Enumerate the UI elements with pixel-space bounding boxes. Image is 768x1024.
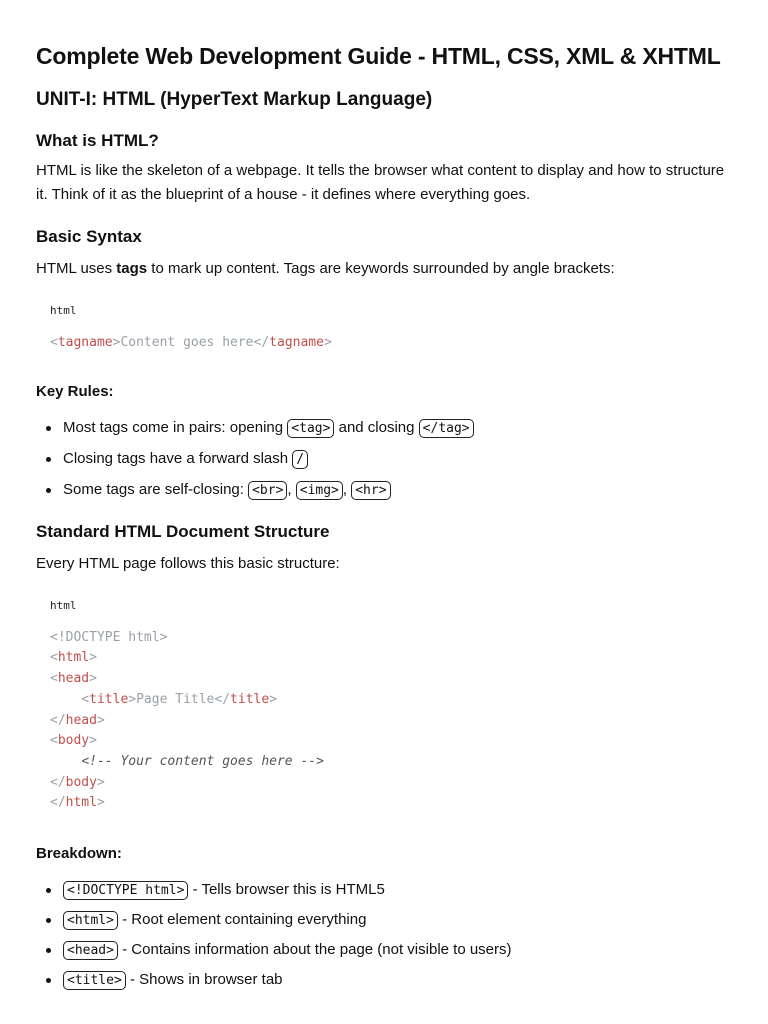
- list-text: - Shows in browser tab: [125, 971, 283, 989]
- page-title: Complete Web Development Guide - HTML, CSS, XML & XHTML: [36, 43, 721, 69]
- list-text: ,: [342, 480, 352, 498]
- code-punct: </: [253, 335, 270, 350]
- inline-code: <tag>: [287, 419, 334, 438]
- code-doctype: <!DOCTYPE html>: [50, 629, 168, 645]
- intro-bold-tags: tags: [116, 260, 148, 277]
- code-line: <head>: [50, 671, 97, 687]
- code-line: <body>: [50, 733, 97, 749]
- inline-code: <hr>: [351, 481, 390, 500]
- breakdown-list: [36, 880, 732, 990]
- key-rules-list: [36, 418, 732, 500]
- code-tag: body: [57, 733, 90, 749]
- unit-heading: UNIT-I: HTML (HyperText Markup Language): [36, 89, 433, 110]
- what-is-html-paragraph: HTML is like the skeleton of a webpage. It tells the browser what content to display and how to structure it. Think of it as the blueprint of a house - it defines where everything goes.: [36, 162, 725, 203]
- code-tag: tagname: [269, 335, 324, 350]
- list-item: [44, 910, 732, 930]
- code-line: </head>: [50, 712, 105, 728]
- syntax-code-block: [36, 303, 732, 354]
- inline-code: <!DOCTYPE html>: [63, 881, 188, 900]
- code-tag: html: [57, 650, 90, 666]
- list-item: [44, 880, 732, 900]
- list-item: [44, 940, 732, 960]
- list-item: [44, 418, 732, 438]
- code-tag: head: [57, 671, 90, 687]
- list-item: [44, 480, 732, 500]
- code-tag: title: [230, 691, 270, 707]
- breakdown-heading: Breakdown:: [36, 845, 122, 863]
- code-tag: tagname: [57, 335, 113, 350]
- basic-syntax-heading: Basic Syntax: [36, 227, 142, 246]
- inline-code: <html>: [63, 911, 118, 930]
- intro-text-1: HTML uses: [36, 260, 117, 277]
- code-language-label: html: [50, 598, 77, 612]
- list-text: - Tells browser this is HTML5: [188, 881, 385, 899]
- code-line: <html>: [50, 650, 97, 666]
- code-tag: body: [65, 774, 97, 790]
- structure-intro: Every HTML page follows this basic structure:: [36, 554, 340, 572]
- list-text: Some tags are self-closing:: [63, 480, 249, 498]
- list-text: ,: [287, 480, 296, 498]
- code-line: <title>Page Title</title>: [50, 691, 278, 707]
- list-text: Most tags come in pairs: opening: [63, 418, 288, 436]
- inline-code: <title>: [63, 971, 126, 990]
- code-title-text: Page Title: [136, 691, 215, 707]
- code-line: [50, 628, 732, 649]
- inline-code: <head>: [63, 941, 118, 960]
- list-item: [44, 449, 732, 469]
- code-tag: head: [65, 712, 97, 728]
- structure-code-block: [36, 598, 732, 814]
- code-punct: >: [112, 335, 121, 350]
- code-line: </html>: [50, 795, 105, 811]
- code-line: [50, 333, 732, 354]
- what-is-html-heading: What is HTML?: [36, 131, 159, 150]
- code-line: </body>: [50, 774, 105, 790]
- basic-syntax-intro: [36, 257, 732, 281]
- code-language-label: html: [50, 304, 77, 317]
- inline-code: /: [292, 450, 308, 469]
- inline-code: <br>: [248, 481, 287, 500]
- code-punct: <: [50, 335, 58, 350]
- key-rules-heading: Key Rules:: [36, 382, 114, 400]
- code-punct: >: [323, 335, 332, 350]
- structure-heading: Standard HTML Document Structure: [36, 521, 330, 541]
- list-text: and closing: [334, 418, 419, 436]
- list-item: [44, 970, 732, 990]
- list-text: - Root element containing everything: [117, 911, 367, 929]
- inline-code: </tag>: [419, 419, 474, 438]
- intro-text-2: to mark up content. Tags are keywords surrounded by angle brackets:: [147, 260, 615, 277]
- code-tag: title: [89, 691, 129, 707]
- list-text: Closing tags have a forward slash: [63, 449, 293, 467]
- code-content: Content goes here: [120, 335, 254, 350]
- inline-code: <img>: [296, 481, 343, 500]
- code-tag: html: [65, 795, 97, 811]
- code-line: [50, 752, 732, 773]
- list-text: - Contains information about the page (not visible to users): [117, 941, 512, 959]
- code-lines: [50, 628, 732, 814]
- code-comment: <!-- Your content goes here -->: [81, 753, 324, 769]
